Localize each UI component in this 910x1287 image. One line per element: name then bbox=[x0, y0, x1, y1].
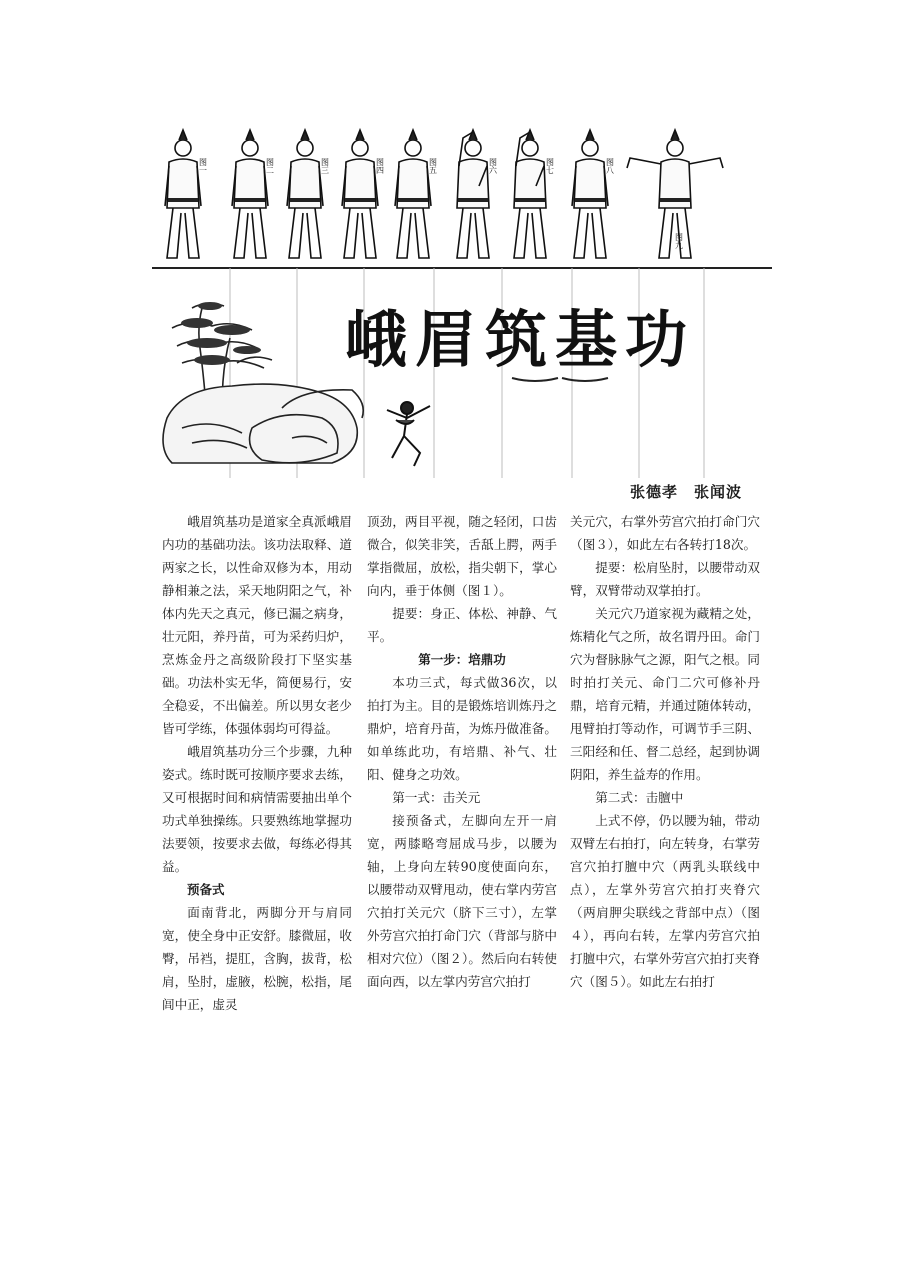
posture-figure-6 bbox=[457, 130, 489, 258]
author-byline: 张德孝 张闻波 bbox=[630, 483, 743, 501]
body-paragraph: 峨眉筑基功是道家全真派峨眉内功的基础功法。该功法取释、道两家之长，以性命双修为本，用动静相兼之法，采天地阴阳之气，补体内先天之真元，修已漏之病身，壮元阳，养丹苗，可为采药归炉，烹炼金丹之高级阶段打下坚实基础。功法朴实无华，简便易行，安全稳妥，不出偏差。所以男女老少皆可学练，体强体弱均可得益。 bbox=[162, 514, 352, 736]
posture-figure-4 bbox=[342, 130, 378, 258]
title-ornament bbox=[510, 372, 610, 386]
body-paragraph: 峨眉筑基功分三个步骤，九种姿式。练时既可按顺序要求去练，又可根据时间和病情需要抽出单个功式单独操练。只要熟练地掌握功法要领，按要求去做，每练必得其益。 bbox=[162, 744, 352, 874]
text-column-1 bbox=[162, 510, 352, 1016]
figure-label: 图三 bbox=[320, 158, 330, 174]
figure-label: 图六 bbox=[488, 158, 498, 174]
rocks-drawing bbox=[163, 384, 363, 463]
posture-figure-3 bbox=[287, 130, 323, 258]
body-paragraph: 上式不停，仍以腰为轴，带动双臂左右拍打，向左转身，右掌劳宫穴拍打膻中穴（两乳头联线中点），左掌外劳宫穴拍打夹脊穴（两肩胛尖联线之背部中点）（图４），再向右转，左掌内劳宫穴拍打膻中穴，右掌外劳宫穴拍打夹脊穴（图５）。如此左右拍打 bbox=[570, 813, 760, 989]
text-column-2 bbox=[367, 510, 557, 993]
section-heading: 预备式 bbox=[187, 882, 225, 897]
posture-figure-7 bbox=[514, 130, 546, 258]
figure-label: 图九 bbox=[674, 233, 684, 249]
body-paragraph: 本功三式，每式做36次，以拍打为主。目的是锻炼培训炼丹之鼎炉，培育丹苗，为炼丹做准备。如单练此功，有培鼎、补气、壮阳、健身之功效。 bbox=[367, 675, 557, 782]
posture-figure-1 bbox=[165, 130, 201, 258]
figure-label: 图四 bbox=[375, 158, 385, 174]
body-paragraph: 关元穴，右掌外劳宫穴拍打命门穴（图３），如此左右各转打18次。 bbox=[570, 514, 760, 552]
figure-label: 图八 bbox=[605, 158, 615, 174]
posture-figure-5 bbox=[395, 130, 431, 258]
body-paragraph: 关元穴乃道家视为藏精之处，炼精化气之所，故名谓丹田。命门穴为督脉脉气之源，阳气之根。同时拍打关元、命门二穴可修补丹鼎，培育元精，并通过随体转动，甩臂拍打等动作，可调节手三阴、三阳经和任、督二总经，起到协调阴阳，养生益寿的作用。 bbox=[570, 606, 760, 782]
body-paragraph: 第一式：击关元 bbox=[392, 790, 481, 805]
martial-artist-figure bbox=[387, 402, 430, 466]
body-paragraph: 接预备式，左脚向左开一肩宽，两膝略弯屈成马步，以腰为轴，上身向左转90度使面向东，以腰带动双臂甩动，使右掌内劳宫穴拍打关元穴（脐下三寸），左掌外劳宫穴拍打命门穴（背部与脐中相对穴位）（图２）。然后向右转使面向西，以左掌内劳宫穴拍打 bbox=[367, 813, 557, 989]
text-column-3 bbox=[570, 510, 760, 993]
article-title: 峨眉筑基功 bbox=[345, 303, 696, 376]
posture-figure-2 bbox=[232, 130, 268, 258]
body-paragraph: 第二式：击膻中 bbox=[595, 790, 684, 805]
body-paragraph: 面南背北，两脚分开与肩同宽，使全身中正安舒。膝微屈，收臀，吊裆，提肛，含胸，拔背，松肩，坠肘，虚腋，松腕，松指，尾闾中正，虚灵 bbox=[162, 905, 352, 1012]
body-paragraph: 提要：身正、体松、神静、气平。 bbox=[367, 606, 557, 644]
figure-label: 图二 bbox=[265, 158, 275, 174]
figure-label: 图五 bbox=[428, 158, 438, 174]
posture-figures-strip bbox=[155, 118, 770, 268]
figure-label: 图七 bbox=[545, 158, 555, 174]
body-paragraph: 顶劲，两目平视，随之轻闭，口齿微合，似笑非笑，舌舐上腭，两手掌指微屈，放松，指尖朝下，掌心向内，垂于体侧（图１）。 bbox=[367, 514, 557, 598]
section-heading: 第一步：培鼎功 bbox=[418, 652, 506, 667]
figure-label: 图一 bbox=[198, 158, 208, 174]
posture-figure-8 bbox=[572, 130, 608, 258]
body-paragraph: 提要：松肩坠肘，以腰带动双臂，双臂带动双掌拍打。 bbox=[570, 560, 760, 598]
